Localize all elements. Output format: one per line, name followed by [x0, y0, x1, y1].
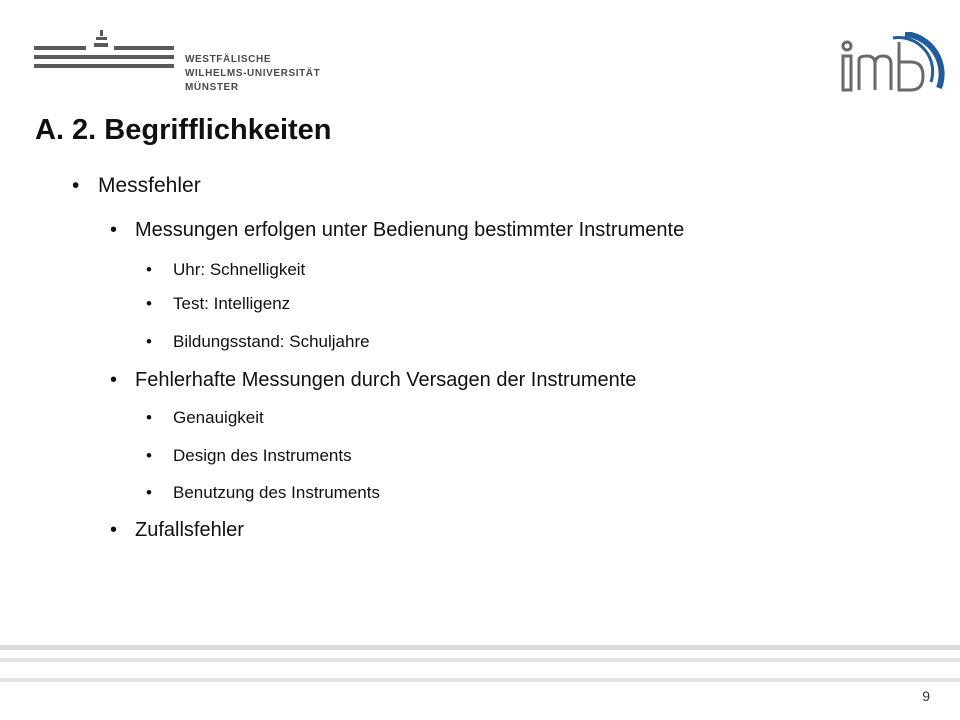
bullet-text: Bildungsstand: Schuljahre — [173, 332, 370, 351]
slide-title: A. 2. Begrifflichkeiten — [35, 114, 332, 146]
imb-logo — [835, 32, 945, 102]
university-logo — [30, 28, 320, 96]
bullet-dot: • — [72, 174, 80, 197]
bullet-text: Benutzung des Instruments — [173, 483, 380, 502]
footer-divider — [0, 640, 960, 690]
bullet-text: Uhr: Schnelligkeit — [173, 260, 306, 279]
bullet-dot: • — [110, 219, 118, 241]
imb-logo-mark — [835, 32, 945, 102]
bullet-text: Design des Instruments — [173, 446, 352, 465]
bullet-dot: • — [146, 446, 152, 465]
bullet-text: Genauigkeit — [173, 408, 264, 427]
bullet-text: Test: Intelligenz — [173, 294, 291, 313]
bullet-dot: • — [146, 408, 152, 427]
bullet-text: Messfehler — [98, 174, 201, 197]
bullet-dot: • — [146, 483, 152, 502]
bullet-dot: • — [110, 519, 118, 541]
university-name-line-3: MÜNSTER — [185, 82, 239, 93]
bullet-dot: • — [146, 332, 152, 351]
bullet-dot: • — [146, 294, 152, 313]
bullet-dot: • — [110, 369, 118, 391]
bullet-dot: • — [146, 260, 152, 279]
university-name — [185, 53, 320, 95]
university-name-line-2: WILHELMS-UNIVERSITÄT — [185, 68, 321, 79]
bullet-text: Fehlerhafte Messungen durch Versagen der Instrumente — [135, 369, 637, 391]
page-number: 9 — [922, 688, 930, 704]
university-name-line-1: WESTFÄLISCHE — [185, 54, 272, 65]
bullet-text: Zufallsfehler — [135, 519, 244, 541]
bullet-text: Messungen erfolgen unter Bedienung bestimmter Instrumente — [135, 219, 685, 241]
university-logo-mark — [30, 28, 180, 96]
